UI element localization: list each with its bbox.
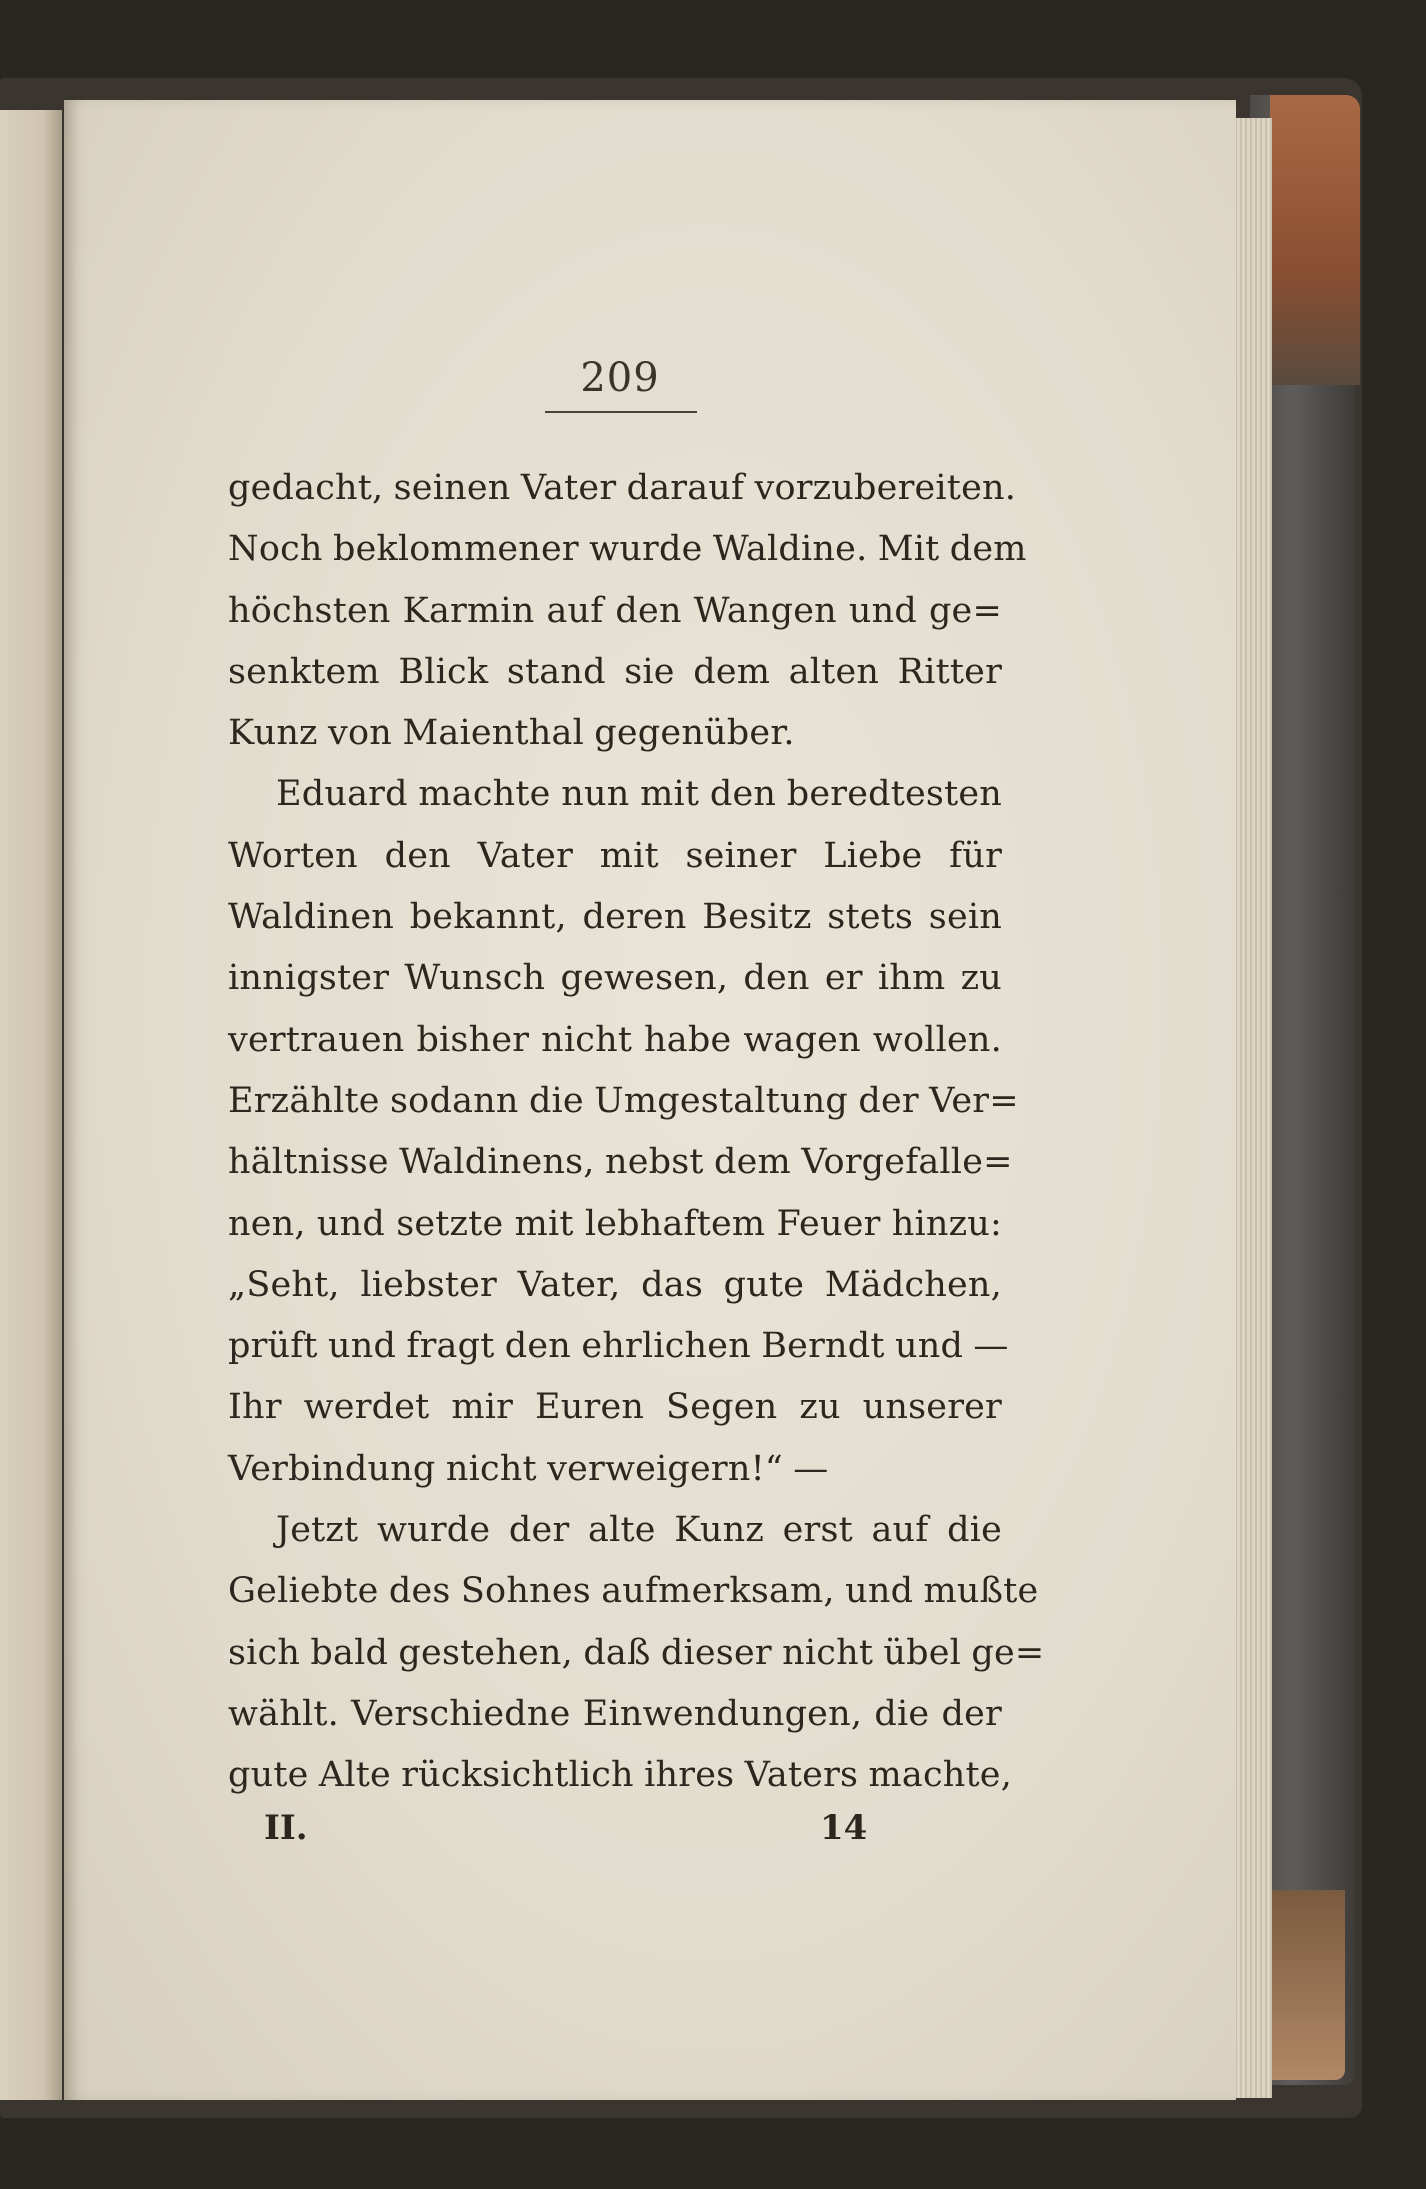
text-line: Eduard machte nun mit den beredtesten — [276, 774, 1002, 815]
text-line: innigster Wunsch gewesen, den er ihm zu — [228, 958, 1002, 999]
signature-mark-volume: II. — [264, 1808, 308, 1848]
left-page-edge — [0, 110, 62, 2100]
signature-mark-sheet: 14 — [820, 1808, 868, 1848]
text-line: Jetzt wurde der alte Kunz erst auf die — [276, 1510, 1002, 1551]
text-line: „Seht, liebster Vater, das gute Mädchen, — [228, 1264, 1002, 1305]
text-line: vertrauen bisher nicht habe wagen wollen. — [228, 1019, 1002, 1060]
text-line: sich bald gestehen, daß dieser nicht übel ge= — [228, 1632, 1045, 1673]
page-number: 209 — [580, 355, 660, 401]
text-line: nen, und setzte mit lebhaftem Feuer hinzu: — [228, 1203, 1002, 1244]
text-line: gedacht, seinen Vater darauf vorzubereiten. — [228, 468, 1017, 508]
cover-corner-bottom — [1265, 1890, 1345, 2080]
text-line: Erzählte sodann die Umgestaltung der Ver= — [228, 1080, 1019, 1121]
body-text — [228, 458, 1045, 1807]
text-line: Geliebte des Sohnes aufmerksam, und mußte — [228, 1571, 1039, 1612]
text-line: prüft und fragt den ehrlichen Berndt und — — [228, 1326, 1009, 1367]
page-stack — [1232, 118, 1272, 2098]
text-line: Waldinen bekannt, deren Besitz stets sein — [228, 897, 1002, 938]
text-line: Verbindung nicht verweigern!“ — — [228, 1448, 829, 1489]
text-line: höchsten Karmin auf den Wangen und ge= — [228, 590, 1002, 631]
text-line: gute Alte rücksichtlich ihres Vaters machte, — [228, 1755, 1013, 1796]
cover-corner-leather — [1270, 95, 1360, 385]
page-number-rule — [545, 411, 697, 413]
text-line: Worten den Vater mit seiner Liebe für — [228, 835, 1002, 876]
text-line: senktem Blick stand sie dem alten Ritter — [228, 651, 1002, 692]
text-line: Noch beklommener wurde Waldine. Mit dem — [228, 529, 1027, 570]
text-line: wählt. Verschiedne Einwendungen, die der — [228, 1693, 1002, 1734]
text-line: Ihr werdet mir Euren Segen zu unserer — [228, 1387, 1002, 1428]
text-line: hältnisse Waldinens, nebst dem Vorgefalle= — [228, 1142, 1013, 1183]
text-line: Kunz von Maienthal gegenüber. — [228, 713, 795, 754]
